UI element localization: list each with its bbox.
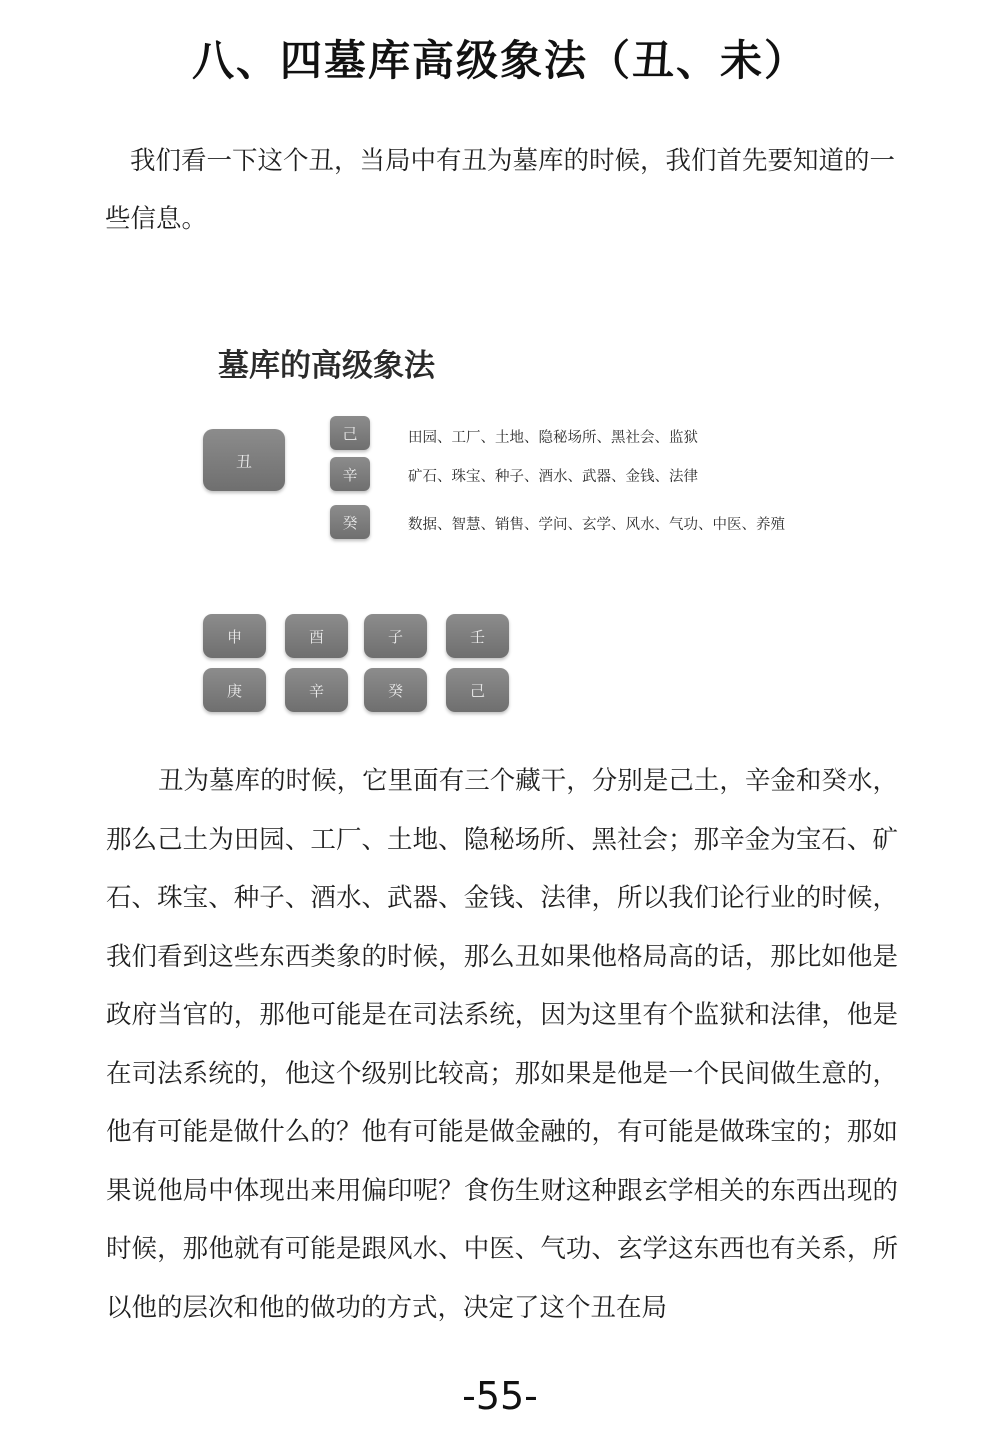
hidden-stem-box: 癸 [330,505,370,539]
hidden-stem-box: 辛 [330,457,370,491]
page-title: 八、四墓库高级象法（丑、未） [191,36,808,85]
grid-cell: 己 [446,668,509,712]
grid-cell: 癸 [364,668,427,712]
hidden-stem-meaning: 矿石、珠宝、种子、酒水、武器、金钱、法律 [408,469,698,485]
grid-cell: 壬 [446,614,509,658]
grid-cell: 酉 [285,614,348,658]
grid-cell: 辛 [285,668,348,712]
body-paragraph: 丑为墓库的时候，它里面有三个藏干，分别是己土，辛金和癸水，那么己土为田园、工厂、土地、隐秘场所、黑社会；那辛金为宝石、矿石、珠宝、种子、酒水、武器、金钱、法律，所以我们论行业的时候，我们看到这些东西类象的时候，那么丑如果他格局高的话，那比如他是政府当官的，那他可能是在司法系统，因为这里有个监狱和法律，他是在司法系统的，他这个级别比较高；那如果是他是一个民间做生意的，他有可能是做什么的？他有可能是做金融的，有可能是做珠宝的；那如果说他局中体现出来用偏印呢？食伤生财这种跟玄学相关的东西出现的时候，那他就有可能是跟风水、中医、气功、玄学这东西也有关系，所以他的层次和他的做功的方式，决定了这个丑在局 [106,766,898,1323]
grid-cell: 申 [203,614,266,658]
page-number: -55- [462,1374,538,1418]
hidden-stem-meaning: 数据、智慧、销售、学问、玄学、风水、气功、中医、养殖 [408,517,785,533]
grid-cell: 庚 [203,668,266,712]
grid-cell: 子 [364,614,427,658]
hidden-stem-meaning: 田园、工厂、土地、隐秘场所、黑社会、监狱 [408,430,698,446]
figure-title: 墓库的高级象法 [218,348,435,384]
hidden-stem-box: 己 [330,416,370,450]
intro-paragraph: 我们看一下这个丑，当局中有丑为墓库的时候，我们首先要知道的一些信息。 [105,146,896,234]
main-branch-box: 丑 [203,429,285,491]
